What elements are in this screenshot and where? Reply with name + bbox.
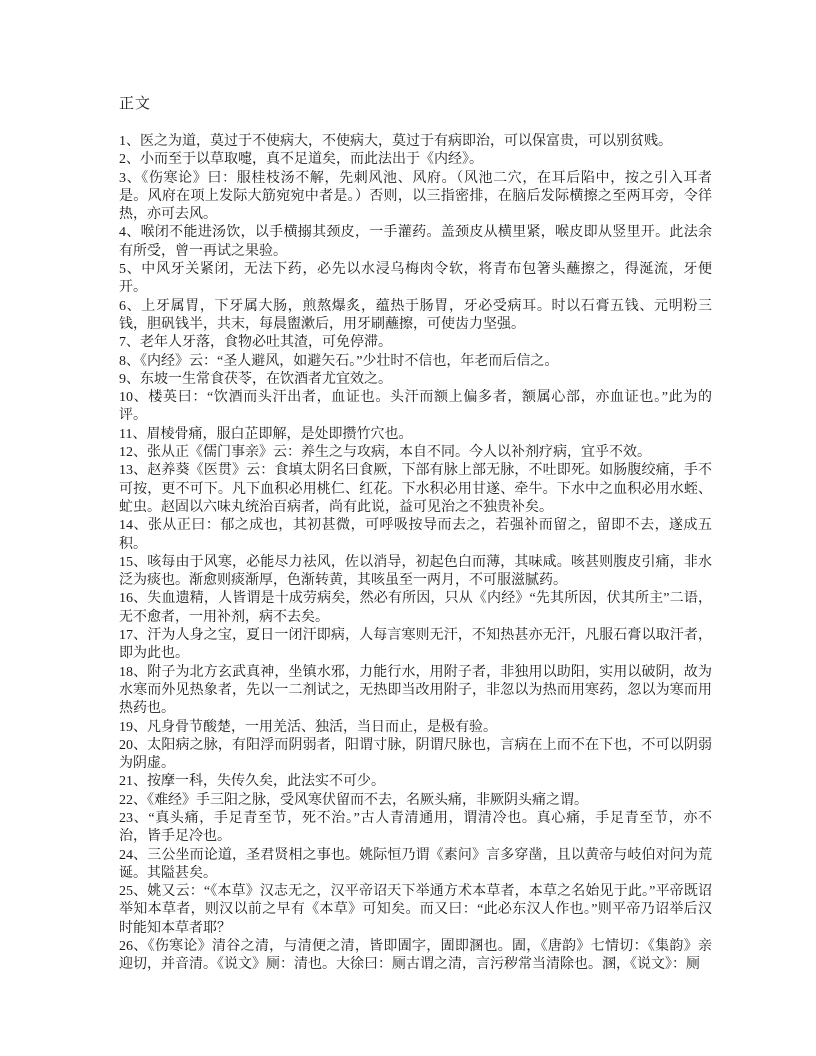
paragraph-4: 4、喉闭不能进汤饮，以手横搦其颈皮，一手灌药。盖颈皮从横里紧，喉皮即从竖里开。此法余有所受，曾一再试之果验。 — [119, 225, 712, 259]
paragraph-19: 19、凡身骨节酸楚，一用羌活、独活，当日而止，是极有验。 — [119, 719, 497, 735]
paragraph-15: 15、咳每由于风寒，必能尽力祛风，佐以消导，初起色白而薄，其味咸。咳甚则腹皮引痛，非水泛为痰也。渐愈则痰渐厚，色渐转黄，其咳虽至一两月，不可服滋腻药。 — [119, 554, 712, 589]
paragraph-24: 24、三公坐而论道，圣君贤相之事也。姚际恒乃谓《素问》言多穿凿，且以黄帝与岐伯对问为荒诞。其隘甚矣。 — [119, 847, 712, 881]
paragraph-5: 5、中风牙关紧闭，无法下药，必先以水浸乌梅肉令软，将青布包箸头蘸擦之，得涎流，牙便开。 — [119, 262, 712, 296]
paragraph-8: 8、《内经》云：“圣人避风，如避矢石。”少壮时不信也，年老而后信之。 — [119, 353, 559, 369]
paragraph-1: 1、医之为道，莫过于不使病大，不使病大，莫过于有病即治，可以保富贵，可以别贫贱。 — [119, 134, 672, 149]
paragraph-17: 17、汗为人身之宝，夏日一闭汗即病，人每言寒则无汗，不知热甚亦无汗，凡服石膏以取汗者，即为此也。 — [119, 628, 712, 662]
paragraph-10: 10、楼英曰：“饮酒而头汗出者，血证也。头汗而额上偏多者，额属心部，亦血证也。”此为的评。 — [119, 390, 712, 424]
paragraph-26: 26、《伤寒论》清谷之清，与清便之清，皆即圊字，圊即溷也。圊，《唐韵》七情切：《集韵》亲迎切，并音清。《说文》厕：清也。大徐曰：厕古谓之清，言污秽常当清除也。溷，《说文》：厕 — [119, 939, 712, 973]
paragraph-3: 3、《伤寒论》曰：服桂枝汤不解，先刺风池、风府。（风池二穴，在耳后陷中，按之引入耳者是。风府在项上发际大筋宛宛中者是。）否则，以三指密排，在脑后发际横擦之至两耳旁，令徉热，亦可去风。 — [119, 170, 712, 223]
paragraph-20: 20、太阳病之脉，有阳浮而阴弱者，阳谓寸脉，阴谓尺脉也，言病在上而不在下也，不可以阴弱为阴虚。 — [119, 737, 712, 772]
paragraph-18: 18、附子为北方玄武真神，坐镇水邪，力能行水，用附子者，非独用以助阳，实用以破阴，故为水寒而外见热象者，先以一二剂试之，无热即当改用附子，非忽以为热而用寒药，忽以为寒而用热药也。 — [119, 664, 712, 717]
paragraph-7: 7、老年人牙落，食物必吐其渣，可免停滞。 — [119, 335, 392, 351]
paragraph-6: 6、上牙属胃，下牙属大肠，煎熬爆炙，蕴热于肠胃，牙必受病耳。时以石膏五钱、元明粉三钱，胆矾钱半，共末，每晨盥漱后，用牙刷蘸擦，可使齿力坚强。 — [119, 298, 712, 332]
paragraph-13: 13、赵养葵《医贯》云：食填太阴名曰食厥，下部有脉上部无脉，不吐即死。如肠腹绞痛，手不可按，更不可下。凡下血积必用桃仁、红花。下水积必用甘遂、牵牛。下水中之血积必用水蛭、虻虫。赵固以六味丸统治百病者，尚有此说，益可见治之不独贵补矣。 — [119, 463, 712, 515]
paragraph-9: 9、东坡一生常食茯苓，在饮酒者尤宜效之。 — [119, 371, 392, 387]
paragraph-11: 11、眉棱骨痛，服白芷即解，是处即攒竹穴也。 — [119, 426, 413, 442]
paragraph-22: 22、《难经》手三阳之脉，受风寒伏留而不去，名厥头痛，非厥阴头痛之谓。 — [119, 792, 588, 808]
paragraph-12: 12、张从正《儒门事亲》云：养生之与攻病，本自不同。今人以补剂疗病，宜乎不效。 — [119, 445, 651, 461]
paragraph-21: 21、按摩一科，失传久矣，此法实不可少。 — [119, 774, 385, 790]
paragraph-25: 25、姚又云：“《本草》汉志无之，汉平帝诏天下举通方术本草者，本草之名始见于此。”平帝既诏举知本草者，则汉以前之早有《本草》可知矣。而又曰：“此必东汉人作也。”则平帝乃诏举后汉时能知本草者耶？ — [119, 884, 712, 936]
paragraph-23: 23、“真头痛，手足青至节，死不治。”古人青清通用，谓清冷也。真心痛，手足青至节，亦不治，皆手足冷也。 — [119, 810, 712, 845]
paragraph-2: 2、小而至于以草取嚏，真不足道矣，而此法出于《内经》。 — [119, 152, 483, 168]
page-title: 正文 — [119, 96, 152, 112]
paragraph-14: 14、张从正曰：郁之成也，其初甚微，可呼吸按导而去之，若强补而留之，留即不去，遂成五积。 — [119, 518, 712, 552]
paragraph-16: 16、失血遗精，人皆谓是十成劳病矣，然必有所因，只从《内经》“先其所因，伏其所主”二语，无不愈者，一用补剂，病不去矣。 — [119, 591, 712, 625]
